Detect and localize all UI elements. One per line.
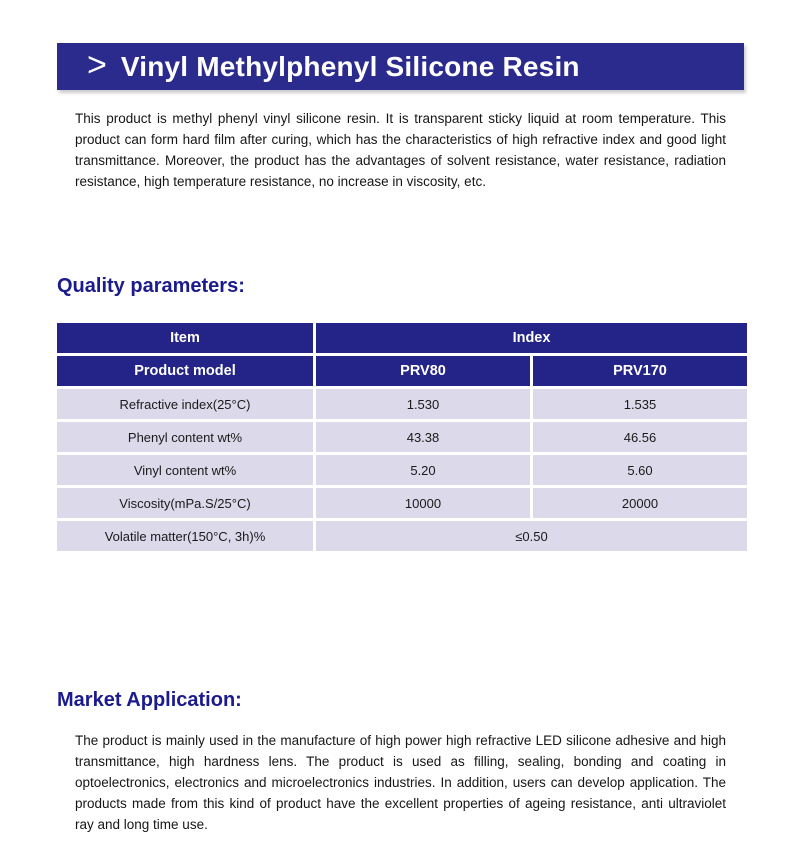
col-header-item: Item <box>56 322 315 355</box>
cell-refractive-index-prv80: 1.530 <box>315 388 532 421</box>
row-label-viscosity: Viscosity(mPa.S/25°C) <box>56 487 315 520</box>
row-label-phenyl-content: Phenyl content wt% <box>56 421 315 454</box>
cell-phenyl-content-prv170: 46.56 <box>532 421 749 454</box>
intro-paragraph: This product is methyl phenyl vinyl silicone resin. It is transparent sticky liquid at room temperature. This product can form hard film after curing, which has the characteristics of high refractive index and good light transmittance. Moreover, the product has the advantages of solvent resistance, water resistance, radiation resistance, high temperature resistance, no increase in viscosity, etc. <box>75 111 726 189</box>
table-row <box>56 421 749 454</box>
table-row <box>56 520 749 553</box>
table-header-row-1 <box>56 322 749 355</box>
cell-phenyl-content-prv80: 43.38 <box>315 421 532 454</box>
quality-parameters-table <box>54 320 750 554</box>
row-header-product-model: Product model <box>56 355 315 388</box>
cell-viscosity-prv170: 20000 <box>532 487 749 520</box>
table-row <box>56 487 749 520</box>
table-row <box>56 388 749 421</box>
row-label-volatile-matter: Volatile matter(150°C, 3h)% <box>56 520 315 553</box>
cell-volatile-matter-value: ≤0.50 <box>315 520 749 553</box>
market-application-paragraph: The product is mainly used in the manufacture of high power high refractive LED silicone adhesive and high transmittance, high hardness lens. The product is used as filling, sealing, bonding and coating in optoelectronics, electronics and microelectronics industries. In addition, users can develop application. The products made from this kind of product have the excellent properties of ageing resistance, anti ultraviolet ray and long time use. <box>75 733 726 832</box>
title-banner <box>57 43 744 90</box>
cell-vinyl-content-prv170: 5.60 <box>532 454 749 487</box>
table-header-row-2 <box>56 355 749 388</box>
cell-refractive-index-prv170: 1.535 <box>532 388 749 421</box>
cell-viscosity-prv80: 10000 <box>315 487 532 520</box>
quality-parameters-heading: Quality parameters: <box>57 275 245 297</box>
col-header-prv80: PRV80 <box>315 355 532 388</box>
row-label-vinyl-content: Vinyl content wt% <box>56 454 315 487</box>
col-header-index: Index <box>315 322 749 355</box>
row-label-refractive-index: Refractive index(25°C) <box>56 388 315 421</box>
page-title: Vinyl Methylphenyl Silicone Resin <box>120 50 580 82</box>
col-header-prv170: PRV170 <box>532 355 749 388</box>
chevron-right-icon: > <box>87 45 107 84</box>
table-row <box>56 454 749 487</box>
cell-vinyl-content-prv80: 5.20 <box>315 454 532 487</box>
market-application-heading: Market Application: <box>57 689 242 711</box>
